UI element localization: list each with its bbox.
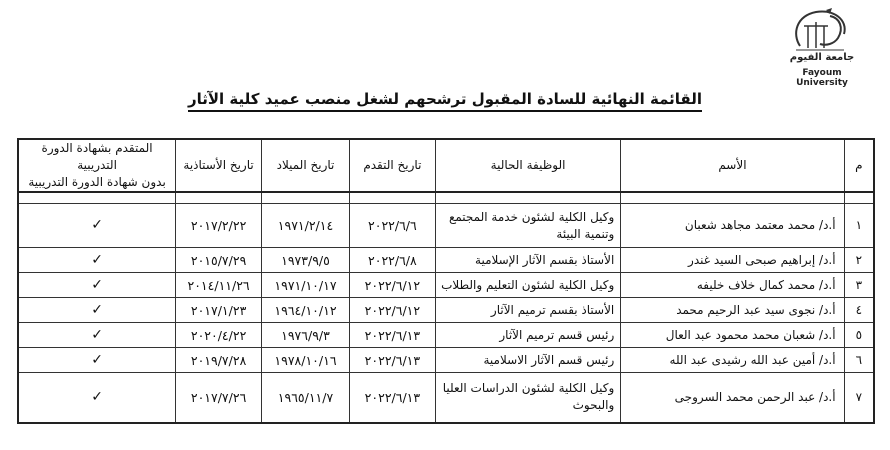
row-training-check: ✓ — [18, 348, 176, 373]
row-name: أ.د/ نجوى سيد عبد الرحيم محمد — [621, 298, 844, 323]
page-title — [0, 90, 890, 108]
row-num: ٢ — [844, 248, 874, 273]
row-num: ٥ — [844, 323, 874, 348]
row-applied: ٢٠٢٢/٦/١٣ — [349, 348, 435, 373]
row-applied: ٢٠٢٢/٦/١٣ — [349, 373, 435, 423]
col-header-num: م — [844, 139, 874, 192]
row-prof: ٢٠١٥/٧/٢٩ — [176, 248, 262, 273]
university-logo — [776, 6, 868, 88]
row-applied: ٢٠٢٢/٦/١٢ — [349, 273, 435, 298]
col-header-applied: تاريخ التقدم — [349, 139, 435, 192]
row-prof: ٢٠١٧/٧/٢٦ — [176, 373, 262, 423]
row-job: الأستاذ بقسم الآثار الإسلامية — [435, 248, 620, 273]
row-job-line2: وتنمية البيئة — [556, 226, 615, 241]
table-row — [18, 323, 874, 348]
row-job: الأستاذ بقسم ترميم الآثار — [435, 298, 620, 323]
row-birth: ١٩٧١/٢/١٤ — [262, 204, 350, 248]
row-num: ٦ — [844, 348, 874, 373]
row-job — [435, 204, 620, 248]
row-applied: ٢٠٢٢/٦/٦ — [349, 204, 435, 248]
row-applied: ٢٠٢٢/٦/٨ — [349, 248, 435, 273]
candidates-table — [17, 138, 875, 424]
row-num: ٧ — [844, 373, 874, 423]
row-name: أ.د/ محمد معتمد مجاهد شعبان — [621, 204, 844, 248]
col-header-job: الوظيفة الحالية — [435, 139, 620, 192]
table-row — [18, 298, 874, 323]
row-applied: ٢٠٢٢/٦/١٣ — [349, 323, 435, 348]
row-name: أ.د/ شعبان محمد محمود عبد العال — [621, 323, 844, 348]
row-num: ٤ — [844, 298, 874, 323]
row-job: رئيس قسم ترميم الآثار — [435, 323, 620, 348]
row-training-check: ✓ — [18, 323, 176, 348]
table-row — [18, 204, 874, 248]
row-birth: ١٩٧٦/٩/٣ — [262, 323, 350, 348]
row-birth: ١٩٧٨/١٠/١٦ — [262, 348, 350, 373]
university-emblem-icon — [786, 6, 858, 54]
row-job: رئيس قسم الآثار الاسلامية — [435, 348, 620, 373]
row-applied: ٢٠٢٢/٦/١٢ — [349, 298, 435, 323]
row-name: أ.د/ إبراهيم صبحى السيد غندر — [621, 248, 844, 273]
row-prof: ٢٠١٧/٢/٢٢ — [176, 204, 262, 248]
row-prof: ٢٠١٧/١/٢٣ — [176, 298, 262, 323]
row-job-line1: وكيل الكلية لشئون الدراسات العليا — [442, 381, 615, 396]
col-header-training-line2: بدون شهادة الدورة التدريبية — [28, 175, 166, 189]
row-job-line1: وكيل الكلية لشئون خدمة المجتمع — [448, 209, 615, 224]
col-header-prof: تاريخ الأستاذية — [176, 139, 262, 192]
row-num: ١ — [844, 204, 874, 248]
row-birth: ١٩٦٥/١١/٧ — [262, 373, 350, 423]
row-prof: ٢٠٢٠/٤/٢٢ — [176, 323, 262, 348]
row-prof: ٢٠١٤/١١/٢٦ — [176, 273, 262, 298]
row-training-check: ✓ — [18, 273, 176, 298]
row-birth: ١٩٧١/١٠/١٧ — [262, 273, 350, 298]
row-training-check: ✓ — [18, 298, 176, 323]
col-header-training — [18, 139, 176, 192]
page-title-text: القائمة النهائية للسادة المقبول ترشحهم لشغل منصب عميد كلية الآثار — [188, 90, 702, 112]
row-birth: ١٩٦٤/١٠/١٢ — [262, 298, 350, 323]
col-header-name: الأسم — [621, 139, 844, 192]
row-birth: ١٩٧٣/٩/٥ — [262, 248, 350, 273]
col-header-training-line1: المتقدم بشهادة الدورة التدريبية — [41, 141, 153, 172]
col-header-birth: تاريخ الميلاد — [262, 139, 350, 192]
logo-arabic-text: جامعة الفيوم — [789, 52, 855, 63]
table-row — [18, 248, 874, 273]
table-spacer-row — [18, 192, 874, 204]
table-header-row — [18, 139, 874, 192]
row-training-check: ✓ — [18, 373, 176, 423]
table-row — [18, 373, 874, 423]
logo-english-text: Fayoum University — [796, 68, 848, 88]
row-job: وكيل الكلية لشئون التعليم والطلاب — [435, 273, 620, 298]
row-name: أ.د/ عبد الرحمن محمد السروجى — [621, 373, 844, 423]
row-num: ٣ — [844, 273, 874, 298]
row-training-check: ✓ — [18, 204, 176, 248]
table-row — [18, 273, 874, 298]
row-name: أ.د/ محمد كمال خلاف خليفه — [621, 273, 844, 298]
table-row — [18, 348, 874, 373]
row-prof: ٢٠١٩/٧/٢٨ — [176, 348, 262, 373]
row-name: أ.د/ أمين عبد الله رشيدى عبد الله — [621, 348, 844, 373]
row-job — [435, 373, 620, 423]
row-training-check: ✓ — [18, 248, 176, 273]
row-job-line2: والبحوث — [572, 398, 615, 413]
